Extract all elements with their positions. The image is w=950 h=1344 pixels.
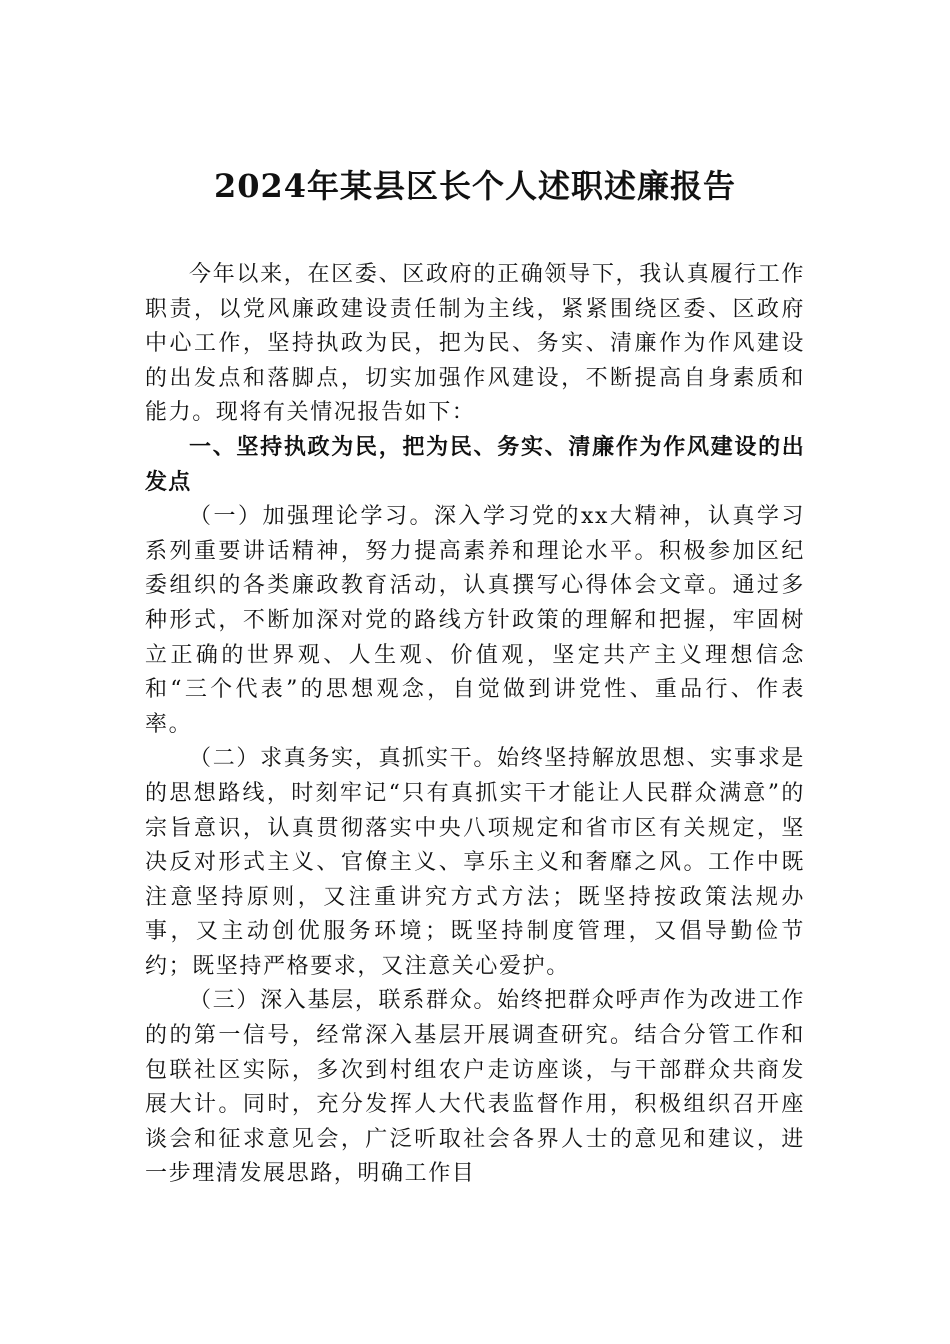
subsection-1-heading: （一）加强理论学习。 <box>189 504 434 530</box>
subsection-1-paragraph <box>145 500 805 742</box>
document-page <box>145 160 805 1192</box>
subsection-3-heading: （三）深入基层，联系群众。 <box>189 988 498 1014</box>
subsection-2-heading: （二）求真务实，真抓实干。 <box>189 746 498 772</box>
subsection-1-body: 深入学习党的xx大精神，认真学习系列重要讲话精神，努力提高素养和理论水平。积极参加区纪委组织的各类廉政教育活动，认真撰写心得体会文章。通过多种形式，不断加深对党的路线方针政策的理解和把握，牢固树立正确的世界观、人生观、价值观，坚定共产主义理想信念和“三个代表”的思想观念，自觉做到讲党性、重品行、作表率。 <box>145 504 805 737</box>
document-title: 2024年某县区长个人述职述廉报告 <box>213 167 737 205</box>
subsection-2-paragraph <box>145 742 805 984</box>
subsection-2-body: 始终坚持解放思想、实事求是的思想路线，时刻牢记“只有真抓实干才能让人民群众满意”的宗旨意识，认真贯彻落实中央八项规定和省市区有关规定，坚决反对形式主义、官僚主义、享乐主义和奢靡之风。工作中既注意坚持原则，又注重讲究方式方法；既坚持按政策法规办事，又主动创优服务环境；既坚持制度管理，又倡导勤俭节约；既坚持严格要求，又注意关心爱护。 <box>145 746 805 979</box>
subsection-3-paragraph <box>145 984 805 1192</box>
intro-paragraph: 今年以来，在区委、区政府的正确领导下，我认真履行工作职责，以党风廉政建设责任制为主线，紧紧围绕区委、区政府中心工作，坚持执政为民，把为民、务实、清廉作为作风建设的出发点和落脚点，切实加强作风建设，不断提高自身素质和能力。现将有关情况报告如下： <box>145 262 805 426</box>
subsection-3-body: 始终把群众呼声作为改进工作的的第一信号，经常深入基层开展调查研究。结合分管工作和包联社区实际，多次到村组农户走访座谈，与干部群众共商发展大计。同时，充分发挥人大代表监督作用，积极组织召开座谈会和征求意见会，广泛听取社会各界人士的意见和建议，进一步理清发展思路，明确工作目 <box>145 988 805 1187</box>
section-heading-1: 一、坚持执政为民，把为民、务实、清廉作为作风建设的出发点 <box>145 434 805 495</box>
document-body <box>145 258 805 1192</box>
